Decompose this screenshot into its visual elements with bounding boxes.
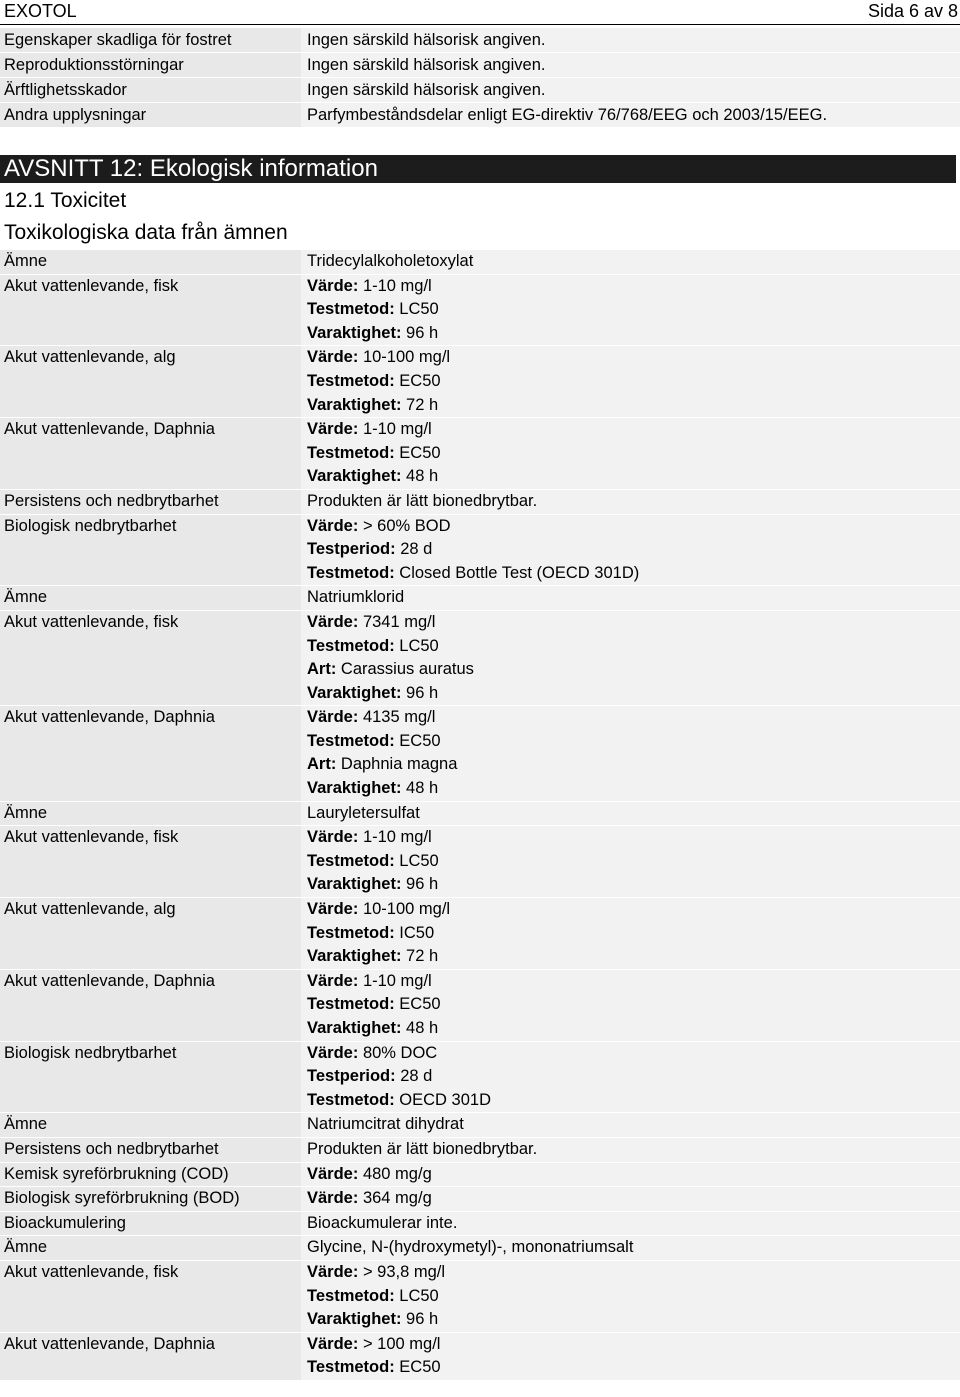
value-text: EC50 [394,1358,441,1377]
value-text: 96 h [401,683,439,702]
row-value [301,1138,960,1162]
value-key: Testmetod: [307,1090,395,1109]
value-text: Lauryletersulfat [307,803,420,822]
row-label: Ämne [0,250,301,274]
value-line [307,1333,960,1357]
value-line [307,706,960,730]
value-text: 96 h [401,875,439,894]
value-line [307,418,960,442]
value-key: Testmetod: [307,443,395,462]
value-text: 72 h [401,947,439,966]
value-key: Testmetod: [307,563,395,582]
value-text: EC50 [394,443,441,462]
value-key: Testperiod: [307,1067,396,1086]
value-line [307,1308,960,1332]
table-row [0,1236,960,1260]
value-line [307,873,960,897]
value-key: Värde: [307,1189,359,1208]
value-key: Varaktighet: [307,395,402,414]
row-value [301,1113,960,1137]
value-key: Testmetod: [307,300,395,319]
value-text: 1-10 mg/l [358,276,432,295]
value-line [307,970,960,994]
value-key: Varaktighet: [307,1310,402,1329]
value-line [307,465,960,489]
value-key: Testmetod: [307,851,395,870]
table-row [0,28,960,52]
value-key: Art: [307,755,337,774]
value-key: Värde: [307,1043,359,1062]
value-key: Värde: [307,1334,359,1353]
row-label: Akut vattenlevande, Daphnia [0,1333,301,1380]
row-label: Akut vattenlevande, alg [0,346,301,417]
health-info-table [0,28,960,128]
row-value [301,706,960,800]
row-label: Ärftlighetsskador [0,78,301,102]
table-row [0,250,960,274]
row-label: Bioackumulering [0,1212,301,1236]
value-line [307,1042,960,1066]
value-key: Testmetod: [307,1286,395,1305]
table-row [0,1163,960,1187]
value-key: Värde: [307,708,359,727]
row-value [301,898,960,969]
value-text: Closed Bottle Test (OECD 301D) [394,563,640,582]
subsection-title: 12.1 Toxicitet [4,189,127,212]
table-row [0,1113,960,1137]
row-label: Akut vattenlevande, Daphnia [0,706,301,800]
row-value: Ingen särskild hälsorisk angiven. [301,78,960,102]
value-line [307,611,960,635]
value-text: 1-10 mg/l [358,828,432,847]
value-line [307,753,960,777]
row-value [301,1187,960,1211]
row-label: Reproduktionsstörningar [0,53,301,77]
value-key: Värde: [307,612,359,631]
value-text: EC50 [394,371,441,390]
section-header [0,155,956,183]
table-row [0,898,960,969]
value-text: 96 h [401,1310,439,1329]
row-label: Akut vattenlevande, fisk [0,275,301,346]
row-value: Parfymbeståndsdelar enligt EG-direktiv 76/768/EEG och 2003/15/EEG. [301,103,960,127]
value-text: Produkten är lätt bionedbrytbar. [307,1139,538,1158]
row-value [301,1236,960,1260]
value-line [307,250,960,274]
value-text: 28 d [395,1067,433,1086]
value-text: EC50 [394,995,441,1014]
value-key: Värde: [307,348,359,367]
value-line [307,370,960,394]
value-key: Testmetod: [307,731,395,750]
value-text: Produkten är lätt bionedbrytbar. [307,491,538,510]
row-label: Biologisk nedbrytbarhet [0,1042,301,1113]
row-value [301,418,960,489]
value-text: 48 h [401,467,439,486]
value-text: 96 h [401,323,439,342]
table-row [0,970,960,1041]
value-line [307,275,960,299]
value-line [307,394,960,418]
value-key: Värde: [307,971,359,990]
row-label: Andra upplysningar [0,103,301,127]
row-value [301,1212,960,1236]
value-line [307,802,960,826]
value-key: Värde: [307,516,359,535]
value-line [307,1089,960,1113]
table-row [0,53,960,77]
value-line [307,922,960,946]
table-row [0,103,960,127]
row-label: Kemisk syreförbrukning (COD) [0,1163,301,1187]
value-line [307,538,960,562]
value-text: 1-10 mg/l [358,420,432,439]
table-row [0,826,960,897]
value-text: 48 h [401,1019,439,1037]
value-text: 364 mg/g [358,1189,432,1208]
value-line [307,1187,960,1211]
value-line [307,993,960,1017]
table-row [0,586,960,610]
value-text: LC50 [394,1286,439,1305]
value-text: EC50 [394,731,441,750]
value-line [307,322,960,346]
value-line [307,1065,960,1089]
value-key: Värde: [307,420,359,439]
table-row [0,1261,960,1332]
table-row [0,611,960,705]
table-row [0,346,960,417]
value-line [307,658,960,682]
value-key: Testmetod: [307,1358,395,1377]
row-value [301,490,960,514]
row-label: Biologisk syreförbrukning (BOD) [0,1187,301,1211]
value-line [307,898,960,922]
row-value: Ingen särskild hälsorisk angiven. [301,53,960,77]
value-text: 10-100 mg/l [358,348,451,367]
value-line [307,442,960,466]
row-label: Biologisk nedbrytbarhet [0,515,301,586]
table-row [0,1212,960,1236]
value-text: Bioackumulerar inte. [307,1213,458,1232]
value-line [307,1356,960,1380]
value-line [307,777,960,801]
value-line [307,490,960,514]
product-name: EXOTOL [4,1,77,21]
row-label: Ämne [0,1236,301,1260]
table-row [0,1187,960,1211]
value-key: Värde: [307,1262,359,1281]
row-value [301,1163,960,1187]
value-key: Värde: [307,1164,359,1183]
value-line [307,1212,960,1236]
row-label: Ämne [0,1113,301,1137]
value-text: 72 h [401,395,439,414]
row-value [301,515,960,586]
value-text: 4135 mg/l [358,708,436,727]
value-text: LC50 [394,300,439,319]
value-line [307,515,960,539]
value-key: Art: [307,660,337,679]
value-line [307,586,960,610]
value-key: Varaktighet: [307,779,402,798]
row-label: Akut vattenlevande, fisk [0,611,301,705]
page-header [0,0,960,25]
table-row [0,1333,960,1380]
value-text: LC50 [394,636,439,655]
value-text: Daphnia magna [336,755,458,774]
row-label: Akut vattenlevande, Daphnia [0,418,301,489]
row-label: Akut vattenlevande, Daphnia [0,970,301,1041]
value-text: 10-100 mg/l [358,900,451,919]
row-label: Persistens och nedbrytbarhet [0,490,301,514]
value-text: 7341 mg/l [358,612,436,631]
value-text: 28 d [395,540,433,559]
table-row [0,802,960,826]
section-title: AVSNITT 12: Ekologisk information [4,155,378,182]
value-line [307,945,960,969]
value-key: Varaktighet: [307,467,402,486]
toxicology-table [0,250,960,1381]
table-row [0,515,960,586]
row-label: Egenskaper skadliga för fostret [0,28,301,52]
row-value [301,611,960,705]
row-label: Akut vattenlevande, fisk [0,1261,301,1332]
value-key: Testmetod: [307,371,395,390]
value-line [307,730,960,754]
value-line [307,562,960,586]
row-value [301,586,960,610]
row-label: Ämne [0,586,301,610]
value-text: 80% DOC [358,1043,438,1062]
value-key: Testperiod: [307,540,396,559]
value-line [307,1017,960,1041]
value-line [307,346,960,370]
value-key: Värde: [307,828,359,847]
row-value [301,1261,960,1332]
value-text: Tridecylalkoholetoxylat [307,252,474,270]
value-line [307,826,960,850]
table-row [0,275,960,346]
subsection-heading: Toxikologiska data från ämnen [4,221,288,244]
table-row [0,78,960,102]
row-value [301,970,960,1041]
value-line [307,1138,960,1162]
table-row [0,706,960,800]
row-label: Akut vattenlevande, alg [0,898,301,969]
value-key: Varaktighet: [307,947,402,966]
value-line [307,1163,960,1187]
value-key: Värde: [307,900,359,919]
value-text: > 60% BOD [358,516,451,535]
value-key: Testmetod: [307,636,395,655]
value-text: LC50 [394,851,439,870]
value-text: Natriumcitrat dihydrat [307,1115,464,1134]
table-row [0,418,960,489]
row-label: Ämne [0,802,301,826]
value-line [307,1285,960,1309]
value-text: Carassius auratus [336,660,474,679]
value-key: Varaktighet: [307,683,402,702]
row-label: Akut vattenlevande, fisk [0,826,301,897]
row-value [301,1333,960,1380]
table-row [0,1042,960,1113]
value-text: > 100 mg/l [358,1334,441,1353]
value-key: Värde: [307,276,359,295]
value-line [307,682,960,706]
value-line [307,1113,960,1137]
value-text: OECD 301D [394,1090,491,1109]
value-text: Glycine, N-(hydroxymetyl)-, mononatriumsalt [307,1238,634,1257]
row-value [301,1042,960,1113]
value-key: Testmetod: [307,923,395,942]
value-line [307,298,960,322]
value-text: Natriumklorid [307,588,405,607]
row-label: Persistens och nedbrytbarhet [0,1138,301,1162]
value-line [307,1236,960,1260]
value-line [307,1261,960,1285]
value-key: Varaktighet: [307,1019,402,1037]
table-row [0,490,960,514]
value-text: IC50 [394,923,435,942]
value-text: 1-10 mg/l [358,971,432,990]
row-value [301,250,960,274]
row-value [301,275,960,346]
row-value [301,346,960,417]
value-line [307,850,960,874]
row-value [301,802,960,826]
page-number: Sida 6 av 8 [867,1,958,21]
value-line [307,635,960,659]
value-key: Varaktighet: [307,323,402,342]
row-value [301,826,960,897]
value-text: > 93,8 mg/l [358,1262,446,1281]
row-value: Ingen särskild hälsorisk angiven. [301,28,960,52]
value-text: 480 mg/g [358,1164,432,1183]
table-row [0,1138,960,1162]
value-text: 48 h [401,779,439,798]
value-key: Testmetod: [307,995,395,1014]
value-key: Varaktighet: [307,875,402,894]
